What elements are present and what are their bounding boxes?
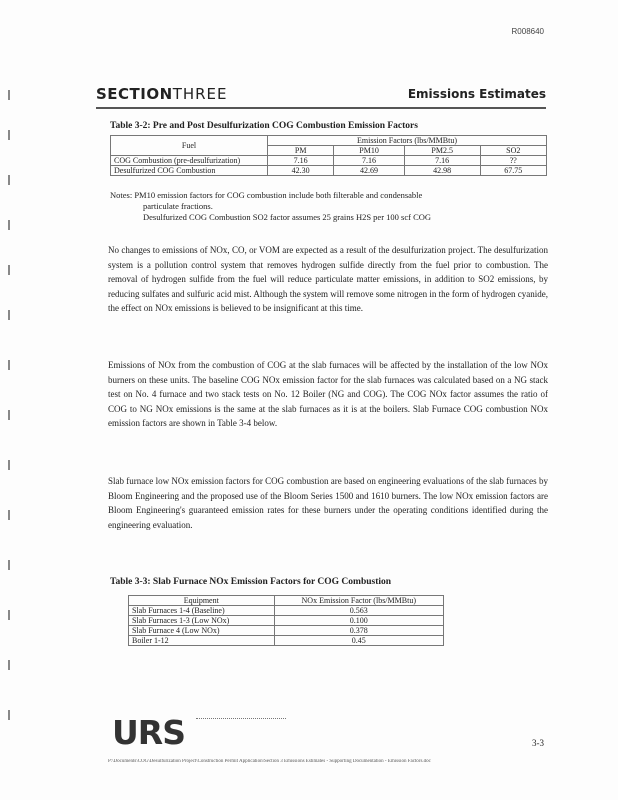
equipment-cell: Slab Furnace 4 (Low NOx) (129, 626, 275, 636)
column-header: PM (268, 146, 334, 156)
section-label: SECTIONTHREE (96, 85, 228, 103)
page-number: 3-3 (532, 738, 544, 748)
fuel-column-header: Fuel (111, 136, 268, 156)
body-paragraph: No changes to emissions of NOx, CO, or VOM are expected as a result of the desulfurization project. The desulfurization system is a pollution control system that removes hydrogen sulfide directly from the fuel prior to combustion. The removal of hydrogen sulfide from the fuel will reduce particulate matter emissions, in addition to SO2 emissions, by reducing sulfates and sulfuric acid mist. Although the system will remove some nitrogen in the form of hydrogen cyanide, the effect on NOx emissions is believed to be insignificant at this time. (108, 245, 548, 313)
value-cell: 7.16 (268, 156, 334, 166)
fuel-cell: Desulfurized COG Combustion (111, 166, 268, 176)
equipment-column-header: Equipment (129, 596, 275, 606)
column-header: PM2.5 (404, 146, 480, 156)
nox-emission-factors-table (128, 595, 444, 646)
section-title: Emissions Estimates (407, 87, 546, 101)
table-row (111, 156, 547, 166)
factor-column-header: NOx Emission Factor (lbs/MMBtu) (274, 596, 443, 606)
section-header (96, 85, 546, 105)
equipment-cell: Boiler 1-12 (129, 636, 275, 646)
value-cell: 7.16 (334, 156, 404, 166)
column-header: PM10 (334, 146, 404, 156)
footer-path: P:\Documents\COG\Desulfurization Project\Construction Permit Application\Section 3 Emissions Estimates - Supporting Documentation - Emission Factors.doc (108, 759, 431, 764)
equipment-cell: Slab Furnaces 1-3 (Low NOx) (129, 616, 275, 626)
value-cell: 42.98 (404, 166, 480, 176)
binder-margin-marks (4, 70, 16, 750)
value-cell: 0.378 (274, 626, 443, 636)
body-paragraph: Slab furnace low NOx emission factors for COG combustion are based on engineering evaluations of the slab furnaces by Bloom Engineering and the proposed use of the Bloom Series 1500 and 1610 burners. The low NOx emission factors are Bloom Engineering's guaranteed emission rates for these burners under the operating conditions identified during the engineering evaluation. (108, 476, 548, 530)
note-line: Desulfurized COG Combustion SO2 factor assumes 25 grains H2S per 100 scf COG (143, 212, 432, 222)
table1-title: Table 3-2: Pre and Post Desulfurization COG Combustion Emission Factors (110, 121, 418, 131)
fuel-cell: COG Combustion (pre-desulfurization) (111, 156, 268, 166)
note-line: Notes: PM10 emission factors for COG combustion include both filterable and condensable (110, 190, 423, 200)
urs-logo: URS (112, 713, 185, 752)
table-row (111, 166, 547, 176)
value-cell: ?? (480, 156, 546, 166)
column-header: SO2 (480, 146, 546, 156)
header-rule (96, 107, 546, 109)
value-cell: 0.45 (274, 636, 443, 646)
table-row (129, 606, 444, 616)
table-row (129, 626, 444, 636)
document-id: R008640 (511, 27, 544, 36)
emission-factors-table (110, 135, 547, 176)
value-cell: 0.100 (274, 616, 443, 626)
value-cell: 7.16 (404, 156, 480, 166)
table-row (129, 636, 444, 646)
body-paragraph: Emissions of NOx from the combustion of COG at the slab furnaces will be affected by the installation of the low NOx burners on these units. The baseline COG NOx emission factor for the slab furnaces was calculated based on a NG stack test on No. 4 furnace and two stack tests on No. 12 Boiler (NG and COG). The COG NOx factor assumes the ratio of COG to NG NOx emissions is the same at the slab furnaces as it is at the boilers. Slab Furnace COG combustion NOx emission factors are shown in Table 3-4 below. (108, 360, 548, 428)
footer-divider (196, 718, 286, 719)
value-cell: 42.69 (334, 166, 404, 176)
table2-title: Table 3-3: Slab Furnace NOx Emission Factors for COG Combustion (110, 577, 392, 587)
table-row (129, 616, 444, 626)
note-line: particulate fractions. (143, 201, 213, 211)
value-cell: 67.75 (480, 166, 546, 176)
value-cell: 0.563 (274, 606, 443, 616)
emission-factors-group-header: Emission Factors (lbs/MMBtu) (268, 136, 547, 146)
equipment-cell: Slab Furnaces 1-4 (Baseline) (129, 606, 275, 616)
table-notes (110, 190, 550, 223)
value-cell: 42.30 (268, 166, 334, 176)
